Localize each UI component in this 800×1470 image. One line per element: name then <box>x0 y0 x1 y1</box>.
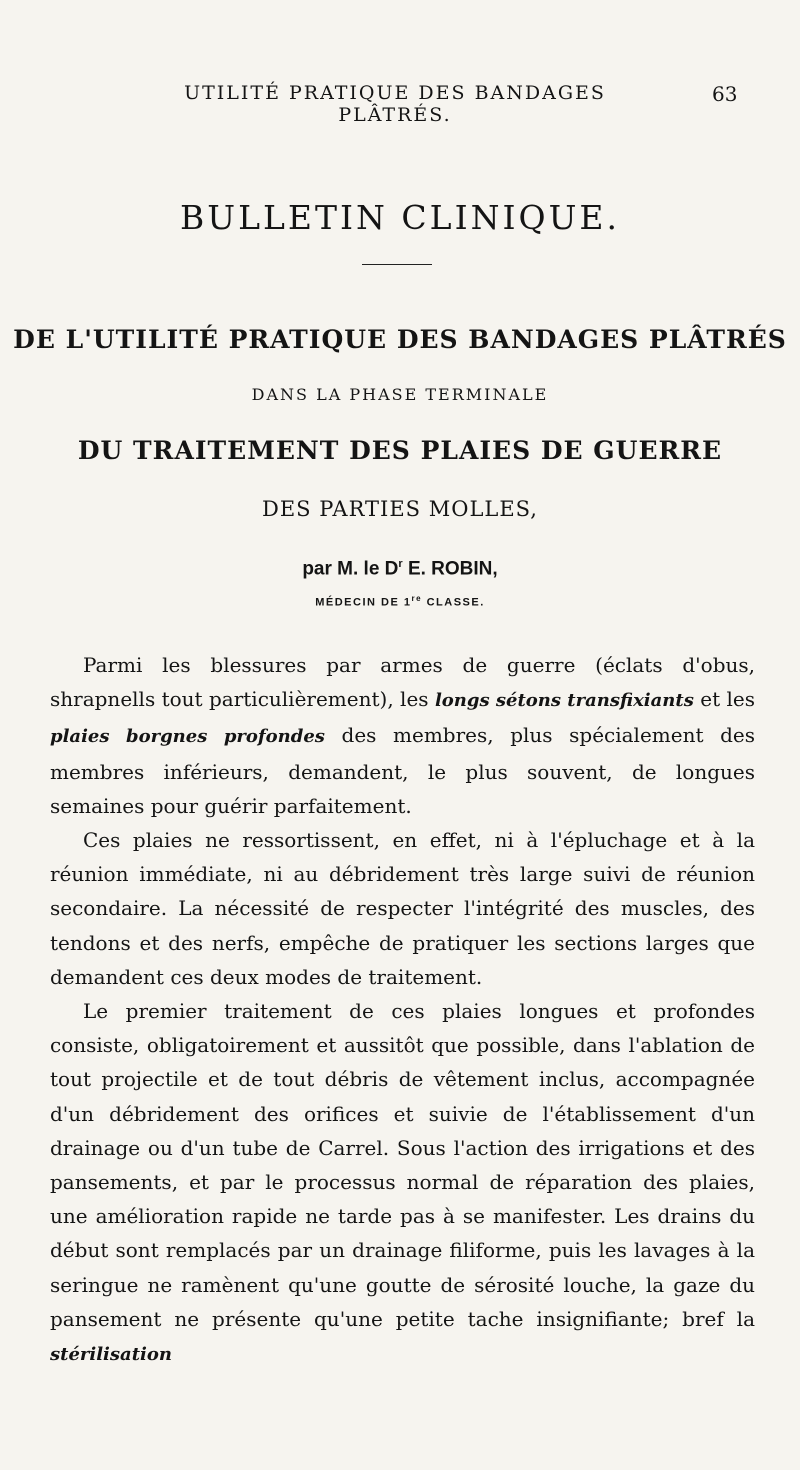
body-text <box>50 648 755 1372</box>
author-sup: r <box>398 558 403 570</box>
page-number: 63 <box>712 82 738 106</box>
author-name: E. ROBIN, <box>402 558 498 580</box>
article-title-line-2: DANS LA PHASE TERMINALE <box>251 385 549 404</box>
paragraph-2: Ces plaies ne ressortissent, en effet, ni à l'épluchage et à la réunion immédiate, ni au débridement très large suivi de réunion secondaire. La nécessité de respecter l'intégrité des muscles, des tendons et des nerfs, empêche de pratiquer les sections larges que demandent ces deux modes de traitement. <box>50 828 755 989</box>
paragraph-1-text-a: Parmi les blessures par armes de guerre (éclats d'obus, shrapnells tout particulièrement), les <box>50 653 755 712</box>
paragraph-3 <box>50 994 755 1372</box>
author-line <box>0 558 800 580</box>
paragraph-3-text: Le premier traitement de ces plaies longues et profondes consiste, obligatoirement et aussitôt que possible, dans l'ablation de tout projectile et de tout débris de vêtement inclus, accompagnée d'un débridement des orifices et suivie de l'établissement d'un drainage ou d'un tube de Carrel. Sous l'action des irrigations et des pansements, et par le processus normal de réparation des plaies, une amélioration rapide ne tarde pas à se manifester. Les drains du début sont remplacés par un drainage filiforme, puis les lavages à la seringue ne ramènent qu'une goutte de sérosité louche, la gaze du pansement ne présente qu'une petite tache insignifiante; bref la <box>50 999 755 1331</box>
running-head: UTILITÉ PRATIQUE DES BANDAGES PLÂTRÉS. <box>184 82 606 126</box>
author-role-prefix: MÉDECIN DE 1 <box>315 596 412 609</box>
paragraph-1-emphasis-1: longs sétons transfixiants <box>434 690 694 712</box>
paragraph-1-emphasis-2: plaies borgnes profondes <box>50 726 325 748</box>
article-title-line-3: DU TRAITEMENT DES PLAIES DE GUERRE <box>77 436 723 465</box>
title-rule <box>362 264 432 265</box>
paragraph-1 <box>50 648 755 823</box>
author-prefix: par M. le D <box>302 558 399 580</box>
article-title-line-1: DE L'UTILITÉ PRATIQUE DES BANDAGES PLÂTRÉS <box>13 325 787 354</box>
article-title-line-4: DES PARTIES MOLLES, <box>262 497 538 521</box>
author-role-suffix: CLASSE. <box>422 596 485 609</box>
paragraph-1-text-c: des membres, plus spécialement des membres inférieurs, demandent, le plus souvent, de longues semaines pour guérir parfaitement. <box>50 723 755 818</box>
paragraph-3-emphasis: stérilisation <box>50 1344 172 1366</box>
paragraph-1-text-b: et les <box>693 687 755 712</box>
author-role-sup: re <box>411 594 423 603</box>
section-title: BULLETIN CLINIQUE. <box>180 198 620 237</box>
author-role <box>0 594 800 609</box>
